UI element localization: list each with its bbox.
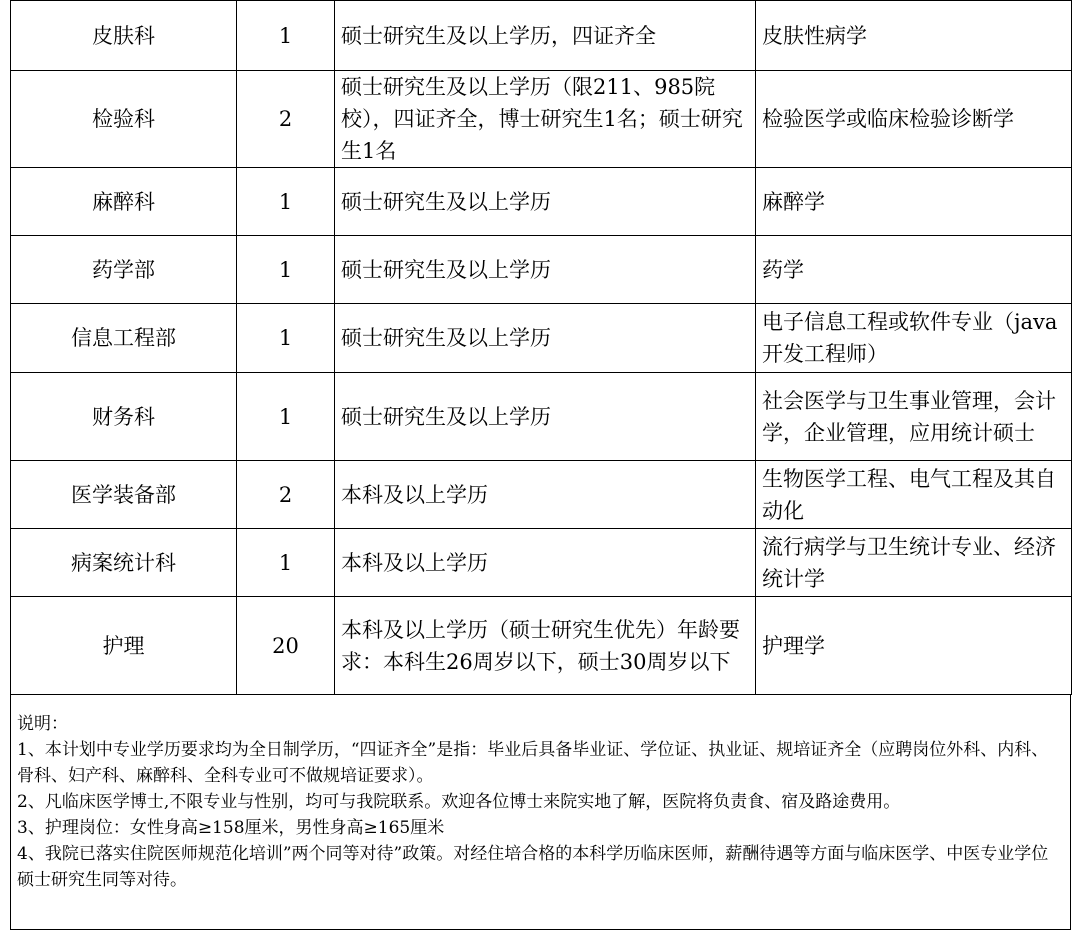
count-cell: 1 xyxy=(237,373,335,461)
requirement-cell: 硕士研究生及以上学历，四证齐全 xyxy=(335,1,756,71)
table-row xyxy=(11,597,1072,695)
recruitment-sheet xyxy=(10,0,1071,930)
dept-cell: 检验科 xyxy=(11,71,237,168)
notes-heading: 说明： xyxy=(17,714,68,734)
major-cell: 护理学 xyxy=(756,597,1072,695)
major-cell: 皮肤性病学 xyxy=(756,1,1072,71)
table-row xyxy=(11,71,1072,168)
count-cell: 2 xyxy=(237,461,335,529)
table-row xyxy=(11,168,1072,236)
dept-cell: 医学装备部 xyxy=(11,461,237,529)
note-item: 1、本计划中专业学历要求均为全日制学历，“四证齐全”是指：毕业后具备毕业证、学位证、执业证、规培证齐全（应聘岗位外科、内科、骨科、妇产科、麻醉科、全科专业可不做规培证要求）。 xyxy=(17,740,1049,786)
major-cell: 流行病学与卫生统计专业、经济统计学 xyxy=(756,529,1072,597)
dept-cell: 护理 xyxy=(11,597,237,695)
count-cell: 1 xyxy=(237,236,335,304)
requirement-cell: 硕士研究生及以上学历 xyxy=(335,373,756,461)
major-cell: 麻醉学 xyxy=(756,168,1072,236)
dept-cell: 信息工程部 xyxy=(11,304,237,373)
count-cell: 2 xyxy=(237,71,335,168)
requirement-cell: 本科及以上学历 xyxy=(335,529,756,597)
major-cell: 检验医学或临床检验诊断学 xyxy=(756,71,1072,168)
requirement-cell: 本科及以上学历（硕士研究生优先）年龄要求：本科生26周岁以下，硕士30周岁以下 xyxy=(335,597,756,695)
table-row xyxy=(11,373,1072,461)
major-cell: 生物医学工程、电气工程及其自动化 xyxy=(756,461,1072,529)
positions-table xyxy=(10,0,1072,695)
major-cell: 社会医学与卫生事业管理，会计学，企业管理，应用统计硕士 xyxy=(756,373,1072,461)
table-row xyxy=(11,1,1072,71)
count-cell: 1 xyxy=(237,168,335,236)
note-item: 3、护理岗位：女性身高≥158厘米，男性身高≥165厘米 xyxy=(17,818,445,838)
count-cell: 1 xyxy=(237,1,335,71)
note-item: 2、凡临床医学博士,不限专业与性别，均可与我院联系。欢迎各位博士来院实地了解，医院将负责食、宿及路途费用。 xyxy=(17,792,901,812)
dept-cell: 药学部 xyxy=(11,236,237,304)
note-item: 4、我院已落实住院医师规范化培训”两个同等对待”政策。对经住培合格的本科学历临床医师，薪酬待遇等方面与临床医学、中医专业学位硕士研究生同等对待。 xyxy=(17,844,1049,890)
major-cell: 药学 xyxy=(756,236,1072,304)
count-cell: 20 xyxy=(237,597,335,695)
dept-cell: 财务科 xyxy=(11,373,237,461)
dept-cell: 病案统计科 xyxy=(11,529,237,597)
requirement-cell: 硕士研究生及以上学历 xyxy=(335,236,756,304)
count-cell: 1 xyxy=(237,304,335,373)
requirement-cell: 硕士研究生及以上学历 xyxy=(335,304,756,373)
major-cell: 电子信息工程或软件专业（java开发工程师） xyxy=(756,304,1072,373)
requirement-cell: 硕士研究生及以上学历 xyxy=(335,168,756,236)
table-row xyxy=(11,236,1072,304)
table-row xyxy=(11,461,1072,529)
requirement-cell: 硕士研究生及以上学历（限211、985院校），四证齐全，博士研究生1名；硕士研究生1名 xyxy=(335,71,756,168)
count-cell: 1 xyxy=(237,529,335,597)
notes-box xyxy=(10,695,1071,930)
table-row xyxy=(11,304,1072,373)
table-row xyxy=(11,529,1072,597)
dept-cell: 麻醉科 xyxy=(11,168,237,236)
dept-cell: 皮肤科 xyxy=(11,1,237,71)
requirement-cell: 本科及以上学历 xyxy=(335,461,756,529)
